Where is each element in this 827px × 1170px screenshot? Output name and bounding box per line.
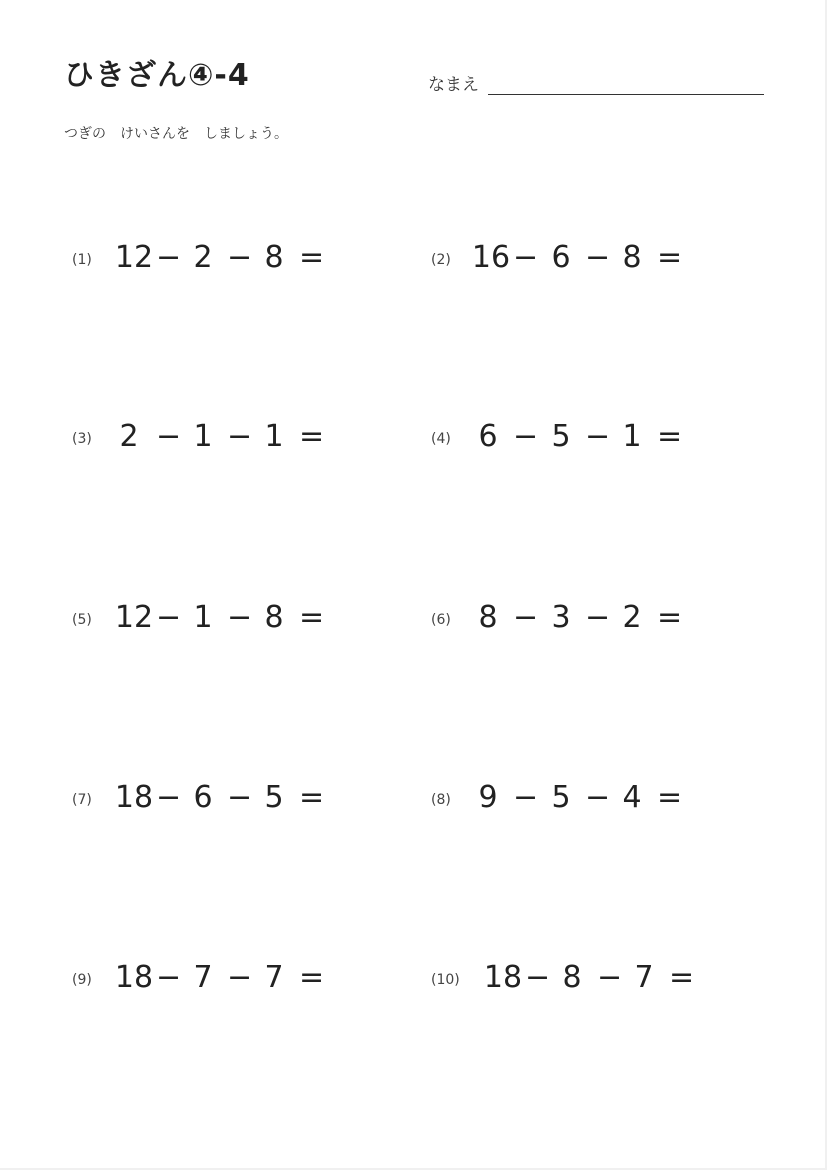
minus-sign: − — [156, 780, 182, 815]
operand-b: 3 — [551, 600, 571, 635]
operand-c: 1 — [622, 419, 642, 454]
problem-number: (3) — [72, 431, 92, 447]
equals-sign: = — [657, 600, 683, 635]
operand-c: 8 — [264, 240, 284, 275]
equals-sign: = — [657, 240, 683, 275]
problem-item — [431, 960, 731, 1000]
problem-number: (5) — [72, 612, 92, 628]
operand-a: 18 — [114, 960, 154, 995]
problem-number: (7) — [72, 792, 92, 808]
operand-a: 2 — [119, 419, 139, 454]
instruction-text: つぎの けいさんを しましょう。 — [64, 126, 288, 142]
minus-sign: − — [156, 240, 182, 275]
operand-c: 4 — [622, 780, 642, 815]
problem-item — [72, 240, 372, 280]
operand-a: 12 — [114, 600, 154, 635]
operand-a: 8 — [478, 600, 498, 635]
operand-c: 8 — [264, 600, 284, 635]
name-field — [428, 68, 768, 98]
minus-sign: − — [227, 419, 253, 454]
operand-c: 1 — [264, 419, 284, 454]
operand-b: 6 — [193, 780, 213, 815]
minus-sign: − — [227, 600, 253, 635]
page-title: ひきざん④-4 — [64, 58, 250, 93]
equals-sign: = — [299, 419, 325, 454]
minus-sign: − — [585, 780, 611, 815]
problem-item — [72, 600, 372, 640]
operand-c: 2 — [622, 600, 642, 635]
minus-sign: − — [227, 780, 253, 815]
problem-number: (1) — [72, 252, 92, 268]
name-label: なまえ — [428, 75, 479, 95]
minus-sign: − — [227, 960, 253, 995]
equals-sign: = — [657, 780, 683, 815]
minus-sign: − — [585, 240, 611, 275]
minus-sign: − — [227, 240, 253, 275]
problem-item — [72, 419, 372, 459]
problem-number: (10) — [431, 972, 460, 988]
operand-b: 5 — [551, 780, 571, 815]
operand-b: 1 — [193, 600, 213, 635]
operand-a: 6 — [478, 419, 498, 454]
minus-sign: − — [513, 600, 539, 635]
operand-a: 12 — [114, 240, 154, 275]
operand-a: 18 — [483, 960, 523, 995]
equals-sign: = — [669, 960, 695, 995]
operand-a: 18 — [114, 780, 154, 815]
minus-sign: − — [585, 600, 611, 635]
minus-sign: − — [156, 600, 182, 635]
operand-a: 9 — [478, 780, 498, 815]
problem-item — [431, 600, 731, 640]
operand-a: 16 — [471, 240, 511, 275]
operand-c: 7 — [634, 960, 654, 995]
operand-c: 5 — [264, 780, 284, 815]
operand-b: 5 — [551, 419, 571, 454]
operand-b: 7 — [193, 960, 213, 995]
equals-sign: = — [299, 600, 325, 635]
operand-b: 8 — [562, 960, 582, 995]
name-write-line — [488, 94, 764, 95]
problem-number: (6) — [431, 612, 451, 628]
problem-item — [431, 240, 731, 280]
equals-sign: = — [299, 780, 325, 815]
problem-number: (8) — [431, 792, 451, 808]
minus-sign: − — [585, 419, 611, 454]
minus-sign: − — [597, 960, 623, 995]
equals-sign: = — [657, 419, 683, 454]
equals-sign: = — [299, 240, 325, 275]
minus-sign: − — [513, 419, 539, 454]
problem-number: (4) — [431, 431, 451, 447]
operand-c: 8 — [622, 240, 642, 275]
minus-sign: − — [156, 960, 182, 995]
minus-sign: − — [525, 960, 551, 995]
minus-sign: − — [156, 419, 182, 454]
operand-b: 6 — [551, 240, 571, 275]
problem-item — [431, 780, 731, 820]
problem-item — [72, 780, 372, 820]
operand-c: 7 — [264, 960, 284, 995]
problem-item — [431, 419, 731, 459]
operand-b: 2 — [193, 240, 213, 275]
minus-sign: − — [513, 240, 539, 275]
operand-b: 1 — [193, 419, 213, 454]
problem-number: (9) — [72, 972, 92, 988]
problem-item — [72, 960, 372, 1000]
minus-sign: − — [513, 780, 539, 815]
problem-number: (2) — [431, 252, 451, 268]
equals-sign: = — [299, 960, 325, 995]
